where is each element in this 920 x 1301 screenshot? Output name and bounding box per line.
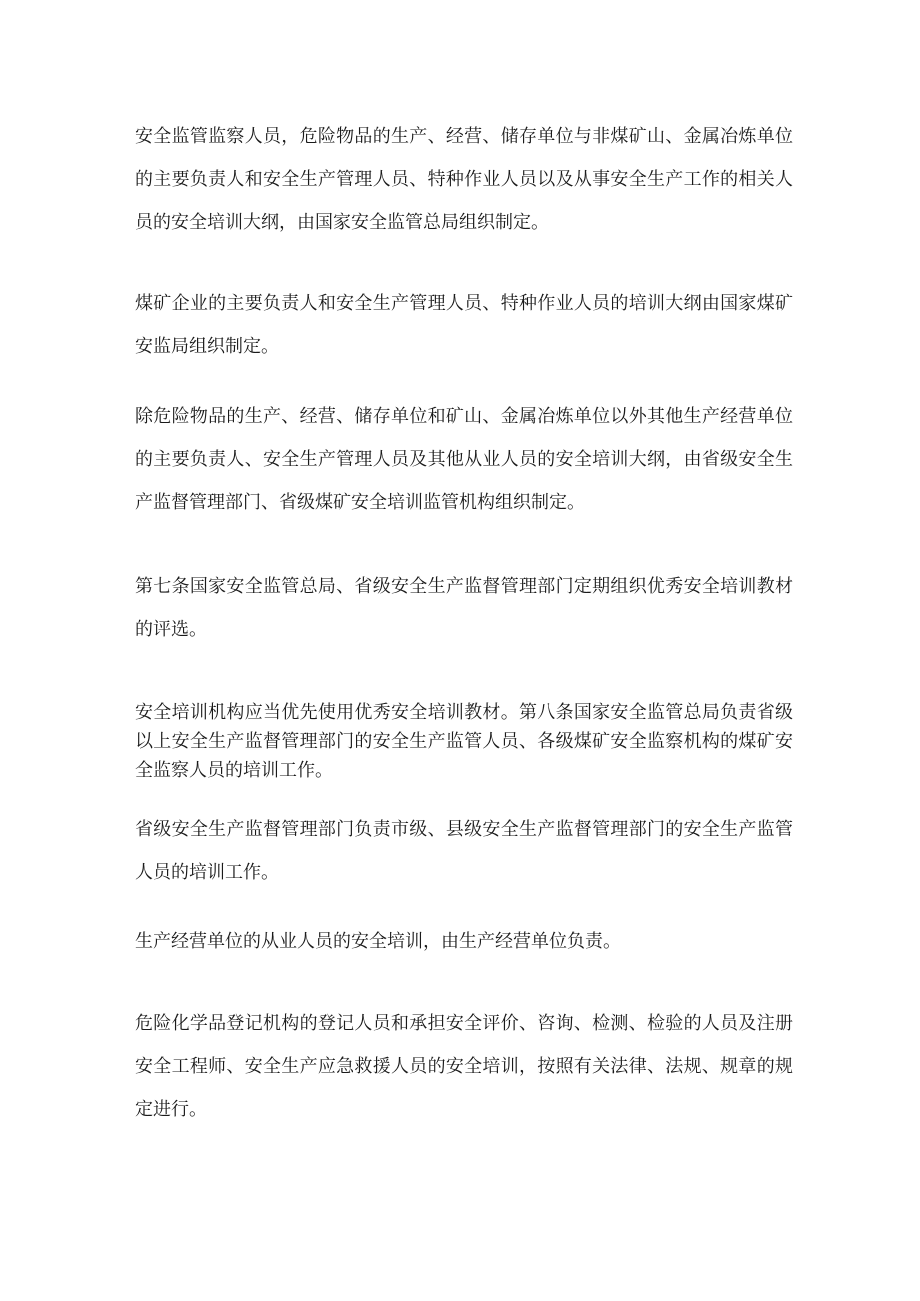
paragraph-article-8: 安全培训机构应当优先使用优秀安全培训教材。第八条国家安全监管总局负责省级以上安全生产监督管理部门的安全生产监管人员、各级煤矿安全监察机构的煤矿安全监察人员的培训工作。 [135,702,793,781]
paragraph-hazardous-chemicals: 危险化学品登记机构的登记人员和承担安全评价、咨询、检测、检验的人员及注册安全工程师、安全生产应急救援人员的安全培训，按照有关法律、法规、规章的规定进行。 [135,1013,793,1120]
paragraph-safety-supervisors-syllabus: 安全监管监察人员，危险物品的生产、经营、储存单位与非煤矿山、金属冶炼单位的主要负责人和安全生产管理人员、特种作业人员以及从事安全生产工作的相关人员的安全培训大纲，由国家安全监管总局组织制定。 [135,126,793,233]
paragraph-provincial-training: 省级安全生产监督管理部门负责市级、县级安全生产监督管理部门的安全生产监管人员的培训工作。 [135,819,793,883]
paragraph-article-7: 第七条国家安全监管总局、省级安全生产监督管理部门定期组织优秀安全培训教材的评选。 [135,576,793,640]
paragraph-employee-training: 生产经营单位的从业人员的安全培训，由生产经营单位负责。 [135,931,621,952]
paragraph-coal-enterprise-syllabus: 煤矿企业的主要负责人和安全生产管理人员、特种作业人员的培训大纲由国家煤矿安监局组织制定。 [135,293,793,357]
paragraph-other-units-syllabus: 除危险物品的生产、经营、储存单位和矿山、金属冶炼单位以外其他生产经营单位的主要负责人、安全生产管理人员及其他从业人员的安全培训大纲，由省级安全生产监督管理部门、省级煤矿安全培训监管机构组织制定。 [135,406,793,513]
